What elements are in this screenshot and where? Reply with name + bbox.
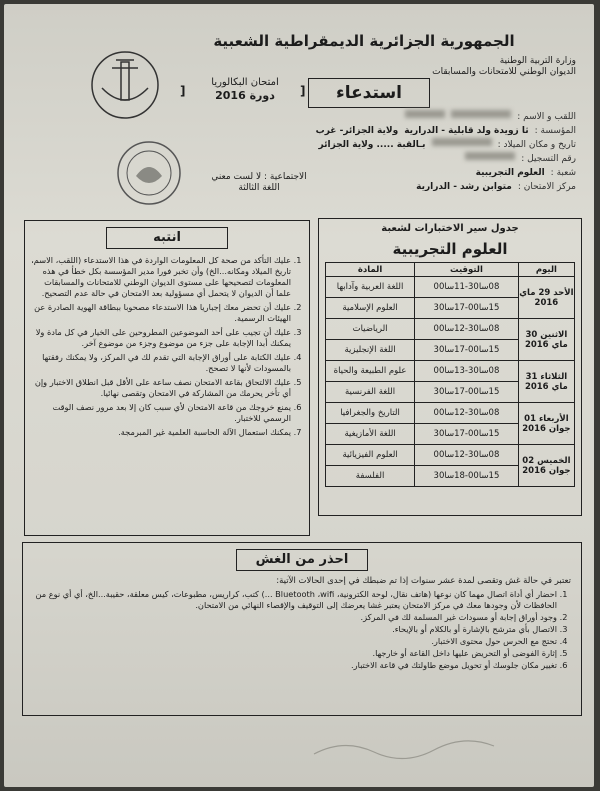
- table-row: [326, 445, 575, 466]
- schedule-box: [318, 218, 582, 516]
- day-cell: الأحد 29 ماي 2016: [518, 277, 574, 319]
- convocation-document: [4, 4, 594, 787]
- header-time: التوقيت: [415, 263, 519, 277]
- list-item: 5. إثارة الفوضى أو التحريض عليها داخل القاعة أو خارجها.: [33, 648, 557, 659]
- exemption-note: الاجتماعية : لا لست معني اللغة الثالثة: [211, 172, 307, 193]
- subject-cell: اللغة الأمازيغية: [326, 424, 415, 445]
- schedule-stream: العلوم التجريبية: [392, 240, 508, 258]
- time-cell: 08سا30-12سا00: [415, 319, 519, 340]
- subject-cell: اللغة العربية وآدابها: [326, 277, 415, 298]
- list-item: 3. عليك أن تجيب على أحد الموضوعين المطروحين على الخيار في كل مادة ولا يمكنك أبدا الإجابة على جزء من موضوع وجزء من موضوع آخر.: [31, 327, 291, 349]
- subject-cell: العلوم الإسلامية: [326, 298, 415, 319]
- subject-cell: العلوم الفيزيائية: [326, 445, 415, 466]
- subject-cell: اللغة الفرنسية: [326, 382, 415, 403]
- cheating-list: [23, 589, 581, 671]
- signature-icon: [304, 734, 504, 764]
- session-year: دورة 2016: [215, 89, 275, 102]
- list-item: 3. الاتصال بأي مترشح بالإشارة أو بالكلام أو بالإيحاء.: [33, 624, 557, 635]
- list-item: 5. عليك الالتحاق بقاعة الامتحان نصف ساعة على الأقل قبل انطلاق الاختبار وإن أي تأخر يحرمك من المشاركة في الامتحان وتقصى نهائيا.: [31, 377, 291, 399]
- ministry-line: وزارة التربية الوطنية: [499, 56, 576, 66]
- field-stream: شعبة : العلوم التجريبية: [475, 168, 576, 178]
- subject-cell: الفلسفة: [326, 466, 415, 487]
- header-subject: المادة: [326, 263, 415, 277]
- schedule-table: [325, 262, 575, 487]
- republic-heading: الجمهورية الجزائرية الديمقراطية الشعبية: [213, 32, 515, 50]
- schedule-title: جدول سير الاختبارات لشعبة: [381, 223, 519, 234]
- table-row: [326, 361, 575, 382]
- time-cell: 08سا30-12سا00: [415, 445, 519, 466]
- bracket-right: ]: [300, 84, 306, 98]
- subject-cell: الرياضيات: [326, 319, 415, 340]
- field-birth: تاريخ و مكان الميلاد : بـالقبة ..... ولاية الجزائر: [318, 140, 576, 150]
- list-item: 6. يمنع خروجك من قاعة الامتحان لأي سبب كان إلا بعد مرور نصف الوقت الرسمي للاختبار.: [31, 402, 291, 424]
- cheating-intro: تعتبر في حالة غش وتقصى لمدة عشر سنوات إذا تم ضبطك في إحدى الحالات الآتية:: [276, 576, 571, 586]
- field-school: المؤسسة : ثا زويدة ولد قابلية - الدرارية ولاية الجزائر- غرب: [315, 126, 576, 136]
- field-center: مركز الامتحان : متوابن رشد - الدرارية: [416, 182, 576, 192]
- official-stamp-icon: [114, 138, 184, 208]
- cheating-box: [22, 542, 582, 716]
- list-item: 1. عليك التأكد من صحة كل المعلومات الواردة في هذا الاستدعاء (اللقب، الاسم، تاريخ الميلاد ومكانه...الخ) وأن تخبر فورا مدير المؤسسة بكل خطأ في هذه المعلومات لتصحيحها على مستوى الديوان الوطني للامتحانات والمسابقات علما أن الديوان لا يتحمل أي مسؤولية بعد الامتحان في حالة عدم التصحيح.: [31, 255, 291, 299]
- day-cell: الأربعاء 01 جوان 2016: [518, 403, 574, 445]
- list-item: 2. عليك أن تحضر معك إجباريا هذا الاستدعاء مصحوبا ببطاقة الهوية الصادرة عن الهيئات الرسمية.: [31, 302, 291, 324]
- list-item: 2. وجود أوراق إجابة أو مسودات غير المسلمة لك في المركز.: [33, 612, 557, 623]
- subject-cell: علوم الطبيعة والحياة: [326, 361, 415, 382]
- list-item: 6. تغيير مكان جلوسك أو تحويل موضع طاولتك في قاعة الاختبار.: [33, 660, 557, 671]
- time-cell: 15سا00-17سا30: [415, 340, 519, 361]
- time-cell: 08سا30-12سا00: [415, 403, 519, 424]
- subject-cell: اللغة الإنجليزية: [326, 340, 415, 361]
- office-line: الديوان الوطني للامتحانات والمسابقات: [432, 67, 576, 77]
- table-row: [326, 403, 575, 424]
- list-item: 7. يمكنك استعمال الآلة الحاسبة العلمية غير المبرمجة.: [31, 427, 291, 438]
- subject-cell: التاريخ والجغرافيا: [326, 403, 415, 424]
- table-row: [326, 277, 575, 298]
- attention-box: [24, 220, 310, 536]
- time-cell: 08سا30-11سا00: [415, 277, 519, 298]
- time-cell: 15سا00-17سا30: [415, 298, 519, 319]
- time-cell: 15سا00-17سا30: [415, 424, 519, 445]
- field-name: اللقب و الاسم :: [216, 110, 576, 124]
- list-item: 4. تحتج مع الحرس حول محتوى الاختبار.: [33, 636, 557, 647]
- list-item: 4. عليك الكتابة على أوراق الإجابة التي تقدم لك في المركز، ولا يمكنك رفقتها بالمسودات لأنها لا تصحح.: [31, 352, 291, 374]
- list-item: 1. احضار أي أداة اتصال مهما كان نوعها (هاتف نقال، لوحة الكترونية، Bluetooth ،wifi ...) كتب، كراريس، مطبوعات، كيس معلقة، حقيبة...الخ، أي أي نوع من الحافظات لأن وجودها معك في مركز الامتحان يعتبر غشا يعرضك إلى التوقيف والإقصاء النهائي من الامتحان.: [33, 589, 557, 611]
- time-cell: 08سا30-13سا00: [415, 361, 519, 382]
- bracket-left: ]: [180, 84, 186, 98]
- session-box: [190, 76, 300, 103]
- session-exam: امتحان البكالوريا: [211, 77, 279, 88]
- attention-title: انتبه: [106, 227, 228, 249]
- convocation-title: استدعاء: [308, 78, 430, 108]
- time-cell: 15سا00-17سا30: [415, 382, 519, 403]
- header-day: اليوم: [518, 263, 574, 277]
- field-registration: رقم التسجيل :: [216, 152, 576, 166]
- ministry-emblem-icon: [88, 48, 162, 122]
- day-cell: الاثنين 30 ماي 2016: [518, 319, 574, 361]
- cheating-title: احذر من الغش: [236, 549, 368, 571]
- attention-list: [25, 255, 309, 438]
- time-cell: 15سا00-18سا30: [415, 466, 519, 487]
- day-cell: الخميس 02 جوان 2016: [518, 445, 574, 487]
- table-row: [326, 319, 575, 340]
- ministry-block: [432, 56, 576, 78]
- day-cell: الثلاثاء 31 ماي 2016: [518, 361, 574, 403]
